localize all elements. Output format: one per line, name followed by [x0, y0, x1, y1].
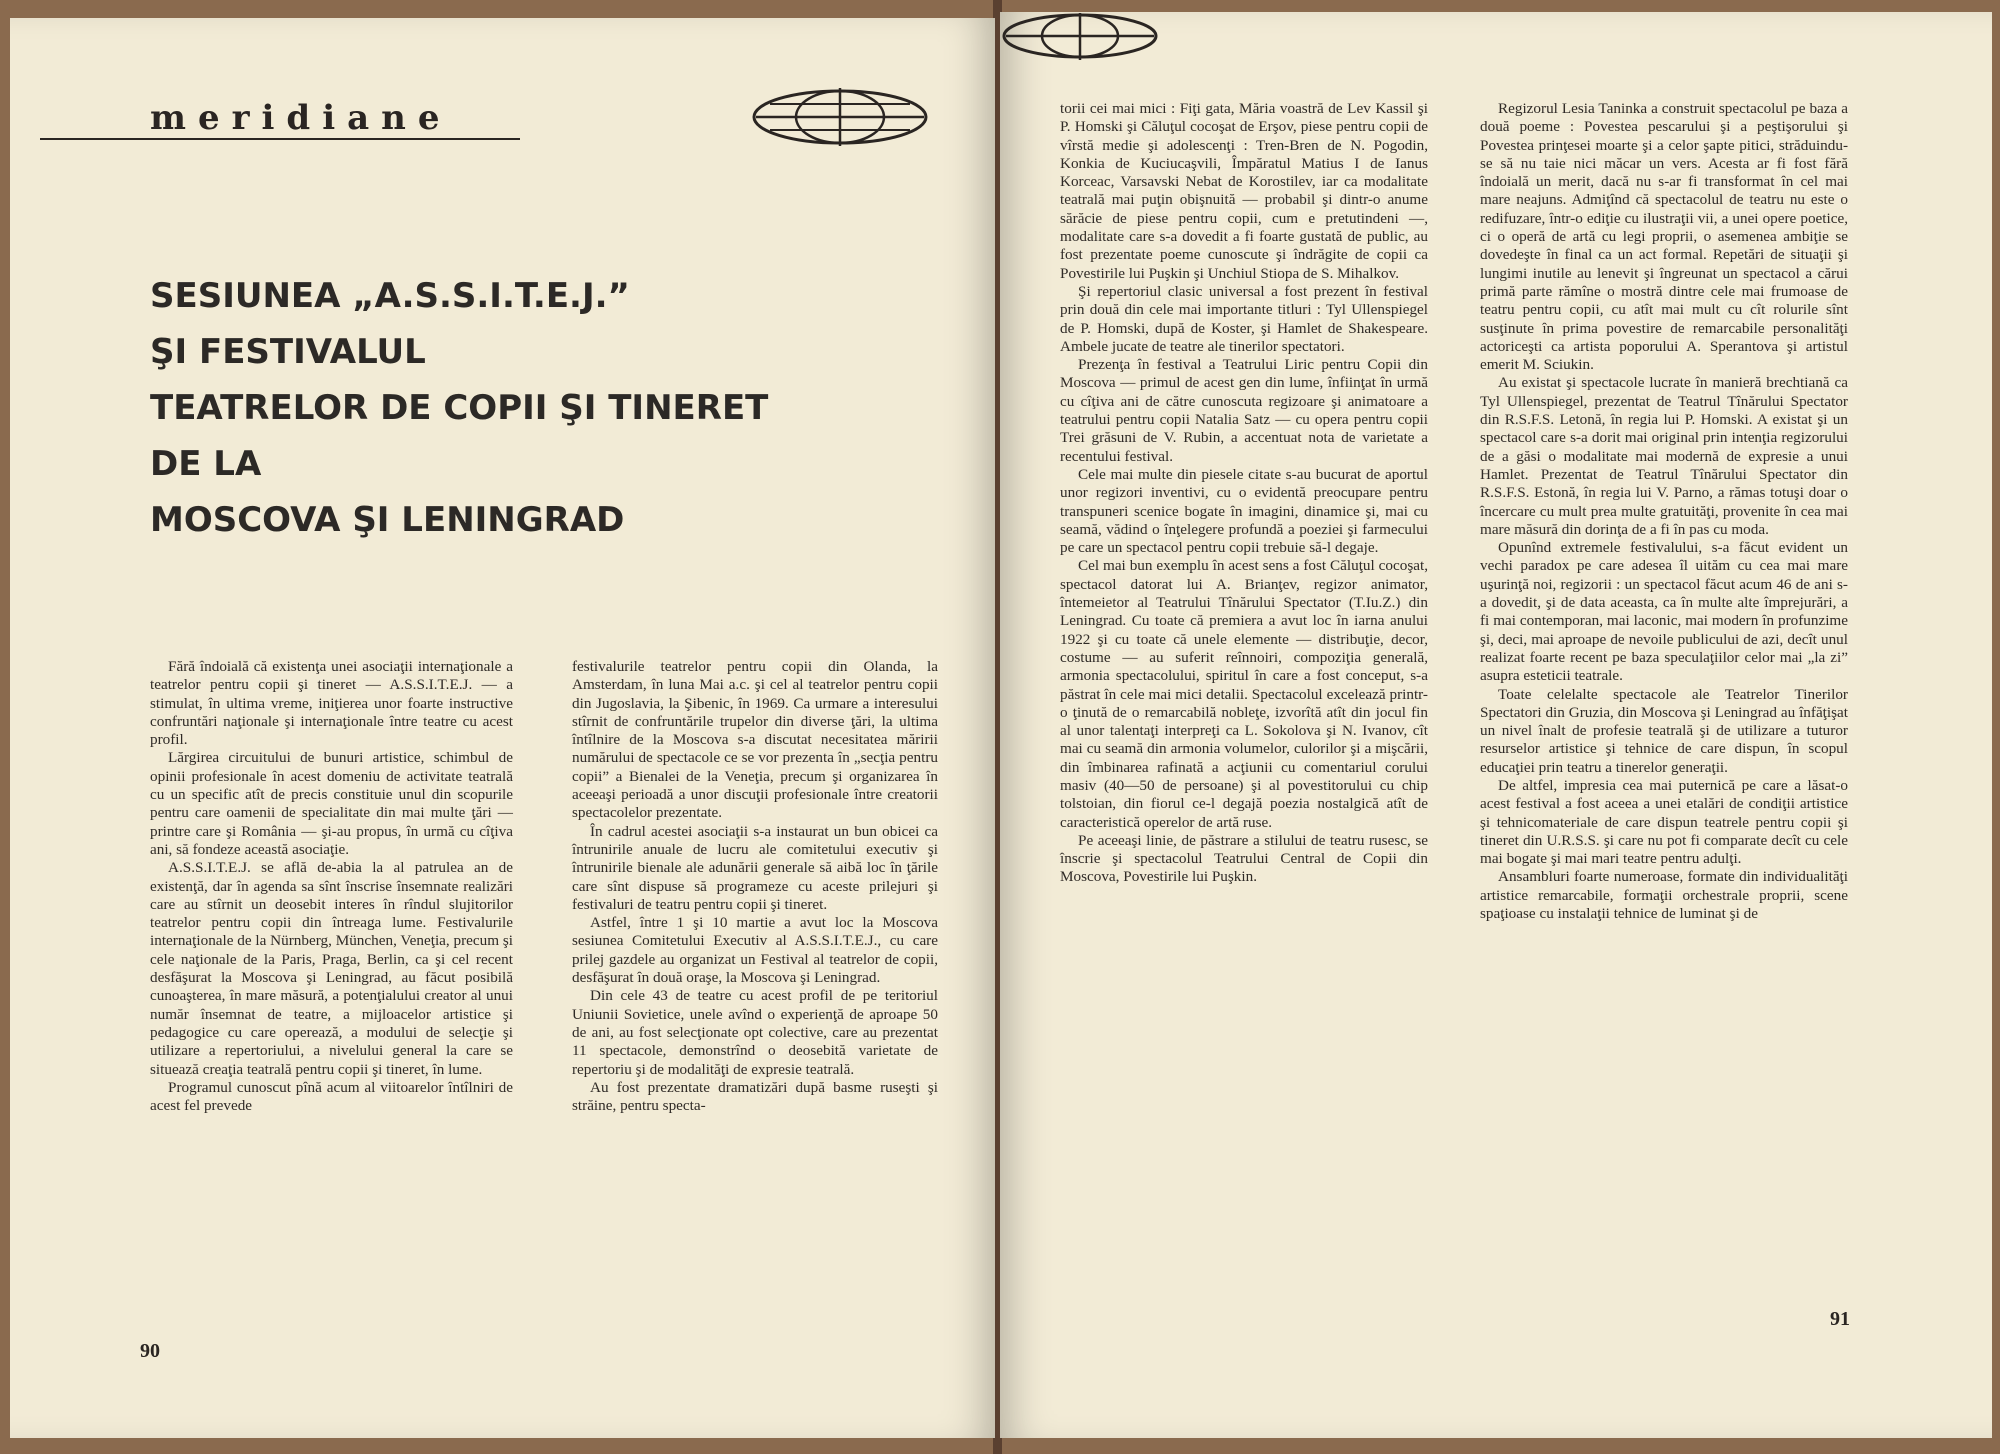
- paragraph: Lărgirea circuitului de bunuri artistice, schimbul de opinii profesionale în acest domeniu de activitate teatrală cu un specific atît de precis constituie unul din scopurile pentru care oamenii de specialitate din mai multe ţări — printre care şi România — şi-au propus, în urmă cu cîţiva ani, să fondeze această asociaţie.: [150, 749, 513, 858]
- text-column-3: [1060, 100, 1428, 887]
- paragraph: Ansambluri foarte numeroase, formate din individualităţi artistice remarcabile, formaţii orchestrale proprii, scene spaţioase cu instalaţii tehnice de luminat şi de: [1480, 868, 1848, 923]
- headline-line: DE LA: [150, 444, 262, 484]
- article-headline: [150, 268, 850, 548]
- page-number: 90: [140, 1340, 160, 1362]
- paragraph: Fără îndoială că existenţa unei asociaţii internaţionale a teatrelor pentru copii şi tineret — A.S.S.I.T.E.J. — a stimulat, în ultima vreme, iniţierea unor foarte instructive confruntări naţionale şi internaţionale între teatre cu acest profil.: [150, 658, 513, 749]
- paragraph: Au fost prezentate dramatizări după basme ruseşti şi străine, pentru specta-: [572, 1078, 938, 1115]
- paragraph: Şi repertoriul clasic universal a fost prezent în festival prin două din cele mai importante titluri : Tyl Ullenspiegel de P. Homski, după de Koster, şi Hamlet de Shakespeare. Ambele jucate de teatre ale tinerilor spectatori.: [1060, 282, 1428, 355]
- paragraph: Regizorul Lesia Taninka a construit spectacolul pe baza a două poeme : Povestea pescarului şi a peştişorului şi Povestea prinţesei moarte şi a celor şapte pitici, străduindu-se să nu taie nici măcar un vers. Acesta ar fi fost fără îndoială un merit, dacă nu s-ar fi transformat în cel mai mare neajuns. Admiţînd că spectacolul de teatru nu este o redifuzare, într-o ediţie cu ilustraţii vii, a unei opere poetice, ci o operă de artă cu legi proprii, o asemenea ambiţie se dovedeşte în final ca un act formal. Repetări de situaţii şi lungimi inutile au lenevit şi îngreunat un spectacol a cărui primă parte rămîne o mostră dintre cele mai frumoase de teatru pentru copii, cu atît mai mult cu cît rolurile sînt susţinute în prima povestire de remarcabile personalităţi actoriceşti ca artista poporului A. Sperantova şi artistul emerit M. Sciukin.: [1480, 100, 1848, 374]
- globe-emblem-icon: [1000, 10, 1160, 62]
- paragraph: Prezenţa în festival a Teatrului Liric pentru Copii din Moscova — primul de acest gen din lume, înfiinţat în urmă cu cîţiva ani de către cunoscuta regizoare şi animatoare a teatrului pentru copii Natalia Satz — cu opera pentru copii Trei grăsuni de V. Rubin, a accentuat nota de varietate a recentului festival.: [1060, 356, 1428, 465]
- headline-line: SESIUNEA „A.S.S.I.T.E.J.”: [150, 276, 630, 316]
- paragraph: Astfel, între 1 şi 10 martie a avut loc la Moscova sesiunea Comitetului Executiv al A.S.S.I.T.E.J., cu care prilej gazdele au organizat un Festival al teatrelor de copii, desfăşurat în două oraşe, la Moscova şi Leningrad.: [572, 914, 938, 987]
- paragraph: Programul cunoscut pînă acum al viitoarelor întîlniri de acest fel prevede: [150, 1078, 513, 1115]
- paragraph: torii cei mai mici : Fiţi gata, Măria voastră de Lev Kassil şi P. Homski şi Căluţul cocoşat de Erşov, piese pentru copii de vîrstă medie şi adolescenţi : Tren-Bren de N. Pogodin, Konkia de Kuciucaşvili, Împăratul Matius I de Ianus Korceac, Varsavski Nebat de Korostilev, iar ca modalitate teatrală mai puţin obişnuită — probabil şi dintr-o anume sărăcie de piese pentru copii, cum e pretutindeni —, modalitate care s-a dovedit a fi foarte gustată de public, au fost prezentate poeme cunoscute şi îndrăgite de copii ca Povestirile lui Puşkin şi Unchiul Stiopa de S. Mihalkov.: [1060, 100, 1428, 282]
- text-column-1: [150, 658, 513, 1115]
- paragraph: festivalurile teatrelor pentru copii din Olanda, la Amsterdam, în luna Mai a.c. şi cel al teatrelor pentru copii din Jugoslavia, la Şibenic, în 1969. Ca urmare a interesului stîrnit de confruntările trupelor din diverse ţări, la ultima întîlnire de la Moscova s-a discutat necesitatea măririi numărului de spectacole ce se vor prezenta în „secţia pentru copii” a Bienalei de la Veneţia, precum şi organizarea în aceeaşi perioadă a unor discuţii profesionale între creatorii spectacolelor prezentate.: [572, 658, 938, 822]
- paragraph: Cel mai bun exemplu în acest sens a fost Căluţul cocoşat, spectacol datorat lui A. Brianţev, regizor animator, întemeietor al Teatrului Tînărului Spectator (T.Iu.Z.) din Leningrad. Cu toate că premiera a avut loc în iarna anului 1922 şi cu toate că unele elemente — distribuţie, decor, costume — au suferit reînnoiri, compoziţia generală, armonia spectacolului, spiritul în care a fost conceput, s-a păstrat în cele mai mici detalii. Spectacolul excelează printr-o ţinută de o remarcabilă nobleţe, izvorîtă atît din jocul fin al unor talentaţi interpreţi ca L. Sokolova şi N. Ivanov, cît mai cu seamă din armonia volumelor, culorilor şi a mişcării, din îmbinarea rafinată a acţiunii cu comentariul corului masiv (40—50 de persoane) şi al povestitorului cu chip tolstoian, din fiorul ce-l degajă poezia nostalgică atît de caracteristică operelor de artă ruse.: [1060, 557, 1428, 831]
- paragraph: Cele mai multe din piesele citate s-au bucurat de aportul unor regizori inventivi, cu o evidentă preocupare pentru transpuneri scenice bogate în imagini, dinamice şi, mai cu seamă, vădind o înţelegere profundă a poeziei şi farmecului pe care un spectacol pentru copii trebuie să-l degaje.: [1060, 465, 1428, 557]
- paragraph: De altfel, impresia cea mai puternică pe care a lăsat-o acest festival a fost aceea a unei etalări de condiţii artistice şi tehnicomateriale de care dispun teatrele pentru copii şi tineret din U.R.S.S. şi care nu pot fi comparate decît cu cele mai bogate şi mai mari teatre pentru adulţi.: [1480, 776, 1848, 868]
- text-column-4: [1480, 100, 1848, 923]
- paragraph: În cadrul acestei asociaţii s-a instaurat un bun obicei ca întrunirile anuale de lucru ale comitetului executiv şi întrunirile bienale ale adunării generale să aibă loc în ţările care sînt dispuse să programeze cu aceste prilejuri şi festivaluri de teatru pentru copii şi tineret.: [572, 822, 938, 913]
- paragraph: Opunînd extremele festivalului, s-a făcut evident un vechi paradox pe care adesea îl uităm cu cea mai mare uşurinţă noi, regizorii : un spectacol făcut acum 46 de ani s-a dovedit, şi de data aceasta, ca în multe alte împrejurări, a fi mai contemporan, mai laconic, mai modern în profunzime şi, deci, mai aproape de nevoile publicului de azi, decît unul realizat foarte recent pe baza speculaţiilor celor mai „la zi” asupra esteticii teatrale.: [1480, 539, 1848, 685]
- headline-line: TEATRELOR DE COPII ŞI TINERET: [150, 388, 769, 428]
- text-column-2: [572, 658, 938, 1115]
- headline-line: ŞI FESTIVALUL: [150, 332, 426, 372]
- left-page: [10, 18, 995, 1438]
- paragraph: Toate celelalte spectacole ale Teatrelor Tinerilor Spectatori din Gruzia, din Moscova şi Leningrad au înfăţişat un nivel înalt de profesie teatrală şi de utilizare a tuturor resurselor artistice şi tehnice de care dispun, în scopul educaţiei prin teatru a tinerelor generaţii.: [1480, 685, 1848, 776]
- headline-line: MOSCOVA ŞI LENINGRAD: [150, 500, 625, 540]
- globe-emblem-icon: [750, 86, 930, 148]
- section-title: meridiane: [150, 98, 452, 138]
- paragraph: A.S.S.I.T.E.J. se află de-abia la al patrulea an de existenţă, dar în agenda sa sînt înscrise însemnate realizări care au stîrnit un deosebit interes în rîndul slujitorilor teatrelor pentru copii din întreaga lume. Festivalurile internaţionale de la Nürnberg, München, Veneţia, precum şi cele naţionale de la Paris, Praga, Berlin, ca şi cel recent desfăşurat la Moscova şi Leningrad, au făcut posibilă cunoaşterea, în mare măsură, a potenţialului creator al unui număr însemnat de teatre, a mijloacelor artistice şi pedagogice cu care operează, a modului de selecţie şi utilizare a repertoriului, a nivelului general la care se situează creaţia teatrală pentru copii şi tineret, în lume.: [150, 859, 513, 1078]
- paragraph: Din cele 43 de teatre cu acest profil de pe teritoriul Uniunii Sovietice, unele avînd o experienţă de aproape 50 de ani, au fost selecţionate opt colective, care au prezentat 11 spectacole, demonstrînd o deosebită varietate de repertoriu şi de modalităţi de expresie teatrală.: [572, 987, 938, 1078]
- paragraph: Au existat şi spectacole lucrate în manieră brechtiană ca Tyl Ullenspiegel, prezentat de Teatrul Tînărului Spectator din R.S.F.S. Letonă, în regia lui P. Homski. A existat şi un spectacol care s-a dorit mai original prin intenţia regizorului de a găsi o modalitate mai modernă de expresie a unui Hamlet. Prezentat de Teatrul Tînărului Spectator din R.S.F.S. Estonă, în regia lui V. Parno, a rămas totuşi doar o încercare cu mult prea multe gratuităţi, provenite în cea mai mare măsură din dorinţa de a fi în pas cu moda.: [1480, 374, 1848, 538]
- section-rule: [40, 138, 520, 140]
- paragraph: Pe aceeaşi linie, de păstrare a stilului de teatru rusesc, se înscrie şi spectacolul Teatrului Central de Copii din Moscova, Povestirile lui Puşkin.: [1060, 831, 1428, 886]
- right-page: [1000, 12, 1992, 1438]
- page-number: 91: [1830, 1308, 1850, 1330]
